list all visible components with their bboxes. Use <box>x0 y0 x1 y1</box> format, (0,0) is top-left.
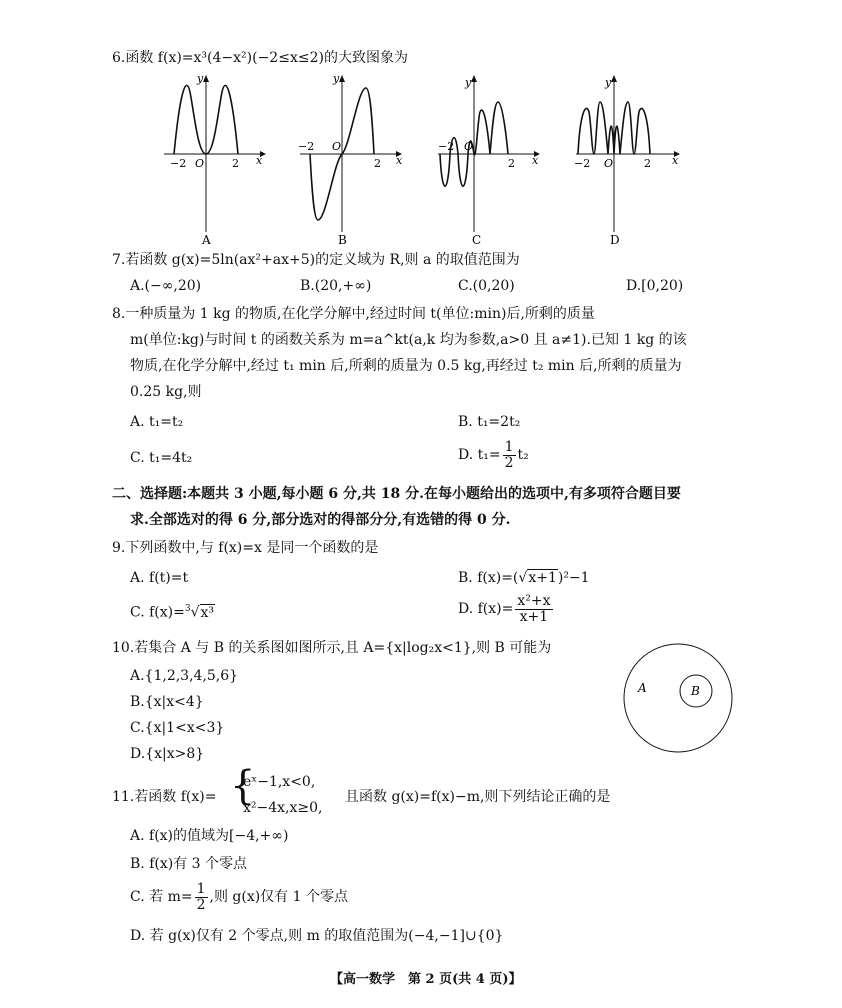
q9-option-c-root-index: 3 <box>184 604 191 614</box>
q8-option-d-numerator: 1 <box>504 439 514 455</box>
q9-stem: 9.下列函数中,与 f(x)=x 是同一个函数的是 <box>112 540 379 556</box>
graph-b-origin-label: O <box>332 140 342 153</box>
q6-graph-a <box>160 72 272 247</box>
radical-sign: √ <box>190 604 200 621</box>
q6-graph-b <box>296 72 408 247</box>
venn-diagram <box>620 640 736 756</box>
q10-option-a: A.{1,2,3,4,5,6} <box>130 668 239 684</box>
venn-set-a-label: A <box>638 681 647 695</box>
graph-a-y-label: y <box>197 72 204 85</box>
radical-sign: √ <box>518 570 528 586</box>
q11-option-c-numerator: 1 <box>196 881 206 897</box>
q6-graph-c <box>434 72 546 247</box>
q9-option-a: A. f(t)=t <box>130 570 189 586</box>
q11-option-c-fraction <box>195 882 208 912</box>
q9-option-d-prefix: D. f(x)= <box>458 601 514 618</box>
q9-option-b-suffix: )²−1 <box>557 570 590 586</box>
q8-option-d-fraction <box>503 440 516 470</box>
q11-case-1: eˣ−1,x<0, <box>243 774 316 790</box>
q10-option-b: B.{x|x<4} <box>130 694 204 710</box>
q10-option-c: C.{x|1<x<3} <box>130 720 225 736</box>
q8-option-d-suffix: t₂ <box>517 447 529 464</box>
graph-d-option-label: D <box>610 233 620 247</box>
q9-option-d-fraction <box>515 594 552 624</box>
q11-option-c-prefix: C. 若 m= <box>130 889 193 906</box>
q8-option-d-denominator: 2 <box>504 454 514 471</box>
graph-c-neg-label: −2 <box>438 140 455 153</box>
q7-option-d: D.[0,20) <box>626 278 684 294</box>
graph-b-neg-label: −2 <box>298 140 315 153</box>
venn-set-b-label: B <box>691 684 700 698</box>
q8-option-b: B. t₁=2t₂ <box>458 414 521 430</box>
graph-c-pos-label: 2 <box>508 157 515 170</box>
q11-option-c <box>130 882 348 912</box>
graph-d-neg-label: −2 <box>574 157 591 170</box>
section-2-line-2: 求.全部选对的得 6 分,部分选对的得部分分,有选错的得 0 分. <box>130 512 511 528</box>
q8-line-4: 0.25 kg,则 <box>130 384 202 400</box>
graph-a-pos-label: 2 <box>232 157 239 170</box>
q9-option-d <box>458 594 555 624</box>
q8-line-2: m(单位:kg)与时间 t 的函数关系为 m=a^kt(a,k 均为参数,a>0 且 a≠1).已知 1 kg 的该 <box>130 332 687 348</box>
q10-option-d: D.{x|x>8} <box>130 746 205 762</box>
graph-b-option-label: B <box>338 233 347 247</box>
q8-option-d <box>458 440 529 470</box>
graph-b-y-label: y <box>333 72 340 85</box>
q6-graph-d <box>572 72 684 247</box>
graph-c-y-label: y <box>465 76 472 89</box>
piecewise-brace: { <box>230 763 256 809</box>
graph-a-x-label: x <box>256 154 263 167</box>
graph-d-pos-label: 2 <box>644 157 651 170</box>
q9-option-c-prefix: C. f(x)= <box>130 604 185 621</box>
q11-option-a: A. f(x)的值域为[−4,+∞) <box>130 828 289 844</box>
q9-option-b-radicand: x+1 <box>528 570 557 586</box>
graph-b-x-label: x <box>396 154 403 167</box>
q11-option-c-suffix: ,则 g(x)仅有 1 个零点 <box>209 889 348 906</box>
graph-c-option-label: C <box>472 233 482 247</box>
q6-stem: 6.函数 f(x)=x³(4−x²)(−2≤x≤2)的大致图象为 <box>112 50 408 66</box>
q9-option-b-prefix: B. f(x)=( <box>458 570 519 586</box>
graph-a-option-label: A <box>202 233 211 247</box>
q8-line-1: 8.一种质量为 1 kg 的物质,在化学分解中,经过时间 t(单位:min)后,所剩的质量 <box>112 306 595 322</box>
section-2-line-1: 二、选择题:本题共 3 小题,每小题 6 分,共 18 分.在每小题给出的选项中,有多项符合题目要 <box>112 486 681 502</box>
q11-stem-suffix: 且函数 g(x)=f(x)−m,则下列结论正确的是 <box>345 789 611 805</box>
q7-option-c: C.(0,20) <box>458 278 515 294</box>
q11-option-c-denominator: 2 <box>196 896 206 913</box>
q9-option-c-radicand: x³ <box>200 604 215 621</box>
q8-option-c: C. t₁=4t₂ <box>130 450 193 466</box>
q8-line-3: 物质,在化学分解中,经过 t₁ min 后,所剩的质量为 0.5 kg,再经过 t₂ min 后,所剩的质量为 <box>130 358 682 374</box>
graph-a-origin-label: O <box>195 157 205 170</box>
q7-stem: 7.若函数 g(x)=5ln(ax²+ax+5)的定义域为 R,则 a 的取值范围为 <box>112 252 520 268</box>
q7-option-a: A.(−∞,20) <box>130 278 202 294</box>
graph-c-x-label: x <box>532 154 539 167</box>
graph-b-pos-label: 2 <box>374 157 381 170</box>
q11-option-d: D. 若 g(x)仅有 2 个零点,则 m 的取值范围为(−4,−1]∪{0} <box>130 928 504 944</box>
graph-d-x-label: x <box>672 154 679 167</box>
q8-option-d-prefix: D. t₁= <box>458 447 501 464</box>
graph-d-y-label: y <box>605 76 612 89</box>
graph-c-origin-label: O <box>464 140 474 153</box>
q9-option-d-numerator: x²+x <box>517 593 551 609</box>
graph-d-origin-label: O <box>604 157 614 170</box>
q9-option-b <box>458 570 590 587</box>
page-footer: 【高一数学 第 2 页(共 4 页)】 <box>330 972 522 987</box>
graph-a-neg-label: −2 <box>170 157 187 170</box>
q8-option-a: A. t₁=t₂ <box>130 414 184 430</box>
q11-case-2: x²−4x,x≥0, <box>243 800 323 816</box>
q11-stem-prefix: 11.若函数 f(x)= <box>112 789 217 805</box>
q11-option-b: B. f(x)有 3 个零点 <box>130 856 247 872</box>
q7-option-b: B.(20,+∞) <box>300 278 372 294</box>
q9-option-d-denominator: x+1 <box>519 608 549 625</box>
q10-stem: 10.若集合 A 与 B 的关系图如图所示,且 A={x|log₂x<1},则 B 可能为 <box>112 640 552 656</box>
q9-option-c <box>130 604 215 621</box>
